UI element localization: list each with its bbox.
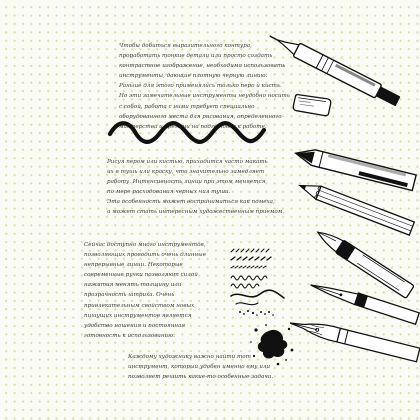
text-line: с собой, работа с ними требует специально [119, 103, 255, 110]
text-line: Чтобы добиться выразительного контура, [119, 43, 252, 49]
text-line: нажатия менять толщину или [84, 282, 182, 289]
text-line: позволяет решить какие-то особенные задачи. [128, 374, 274, 381]
text-line: Но эти замечательные инструменты неудобно носить [119, 93, 290, 100]
ink-blot [248, 320, 296, 368]
text-line: позволяющих проводить очень длинные [84, 252, 207, 259]
text-line: Эта особенность может восприниматься как помеха, [107, 199, 275, 206]
text-line: по мере расходования черных чил туши. [107, 189, 231, 196]
text-line: оборудованного места для рисования, определенного [119, 113, 282, 120]
text-line: работу. Интенсивность линии при этом меняется [107, 179, 266, 186]
text-line: инструменты, дающие плотную черную линию. [119, 73, 268, 80]
paragraph-ink [107, 157, 284, 218]
eraser-icon [292, 92, 334, 118]
text-line: привлекательным свойством новых [84, 302, 195, 309]
text-line: их в тушь или краску, что значительно замедляет [107, 169, 265, 176]
paragraph-modern-tools [84, 240, 206, 341]
text-line: Каждому художнику важно найти тот [128, 354, 251, 360]
text-line: проработать тонкие детали или просто создать [119, 53, 273, 60]
text-line: Раньше для этого применялись только перо и кисть. [119, 83, 282, 90]
text-line: удобство ношения и постоянная [84, 322, 186, 329]
text-line: пишущих инструментов является [84, 312, 192, 319]
text-line: инструмент, который удобен именно ему или [128, 364, 271, 371]
fountain-pen-nib-icon [280, 312, 420, 366]
text-line: современные ручки позволяют силой [84, 272, 198, 279]
text-line: Сейчас доступно много инструментов, [84, 242, 206, 248]
text-line: готовность к использованию. [84, 332, 175, 339]
text-line: мастерства и времени на подготовку к работе. [119, 123, 267, 130]
text-line: прозрачность штриха. Очень [84, 292, 175, 299]
text-line: контрастное изображение, необходимо использовать [119, 63, 286, 70]
text-line: Рисуя пером или кистью, приходится часто макать [107, 159, 268, 165]
text-line: а может стать интересным художественным приемом. [107, 209, 285, 216]
text-line: непрерывные линии. Некоторые [84, 262, 183, 269]
wavy-ink-line [108, 118, 268, 148]
